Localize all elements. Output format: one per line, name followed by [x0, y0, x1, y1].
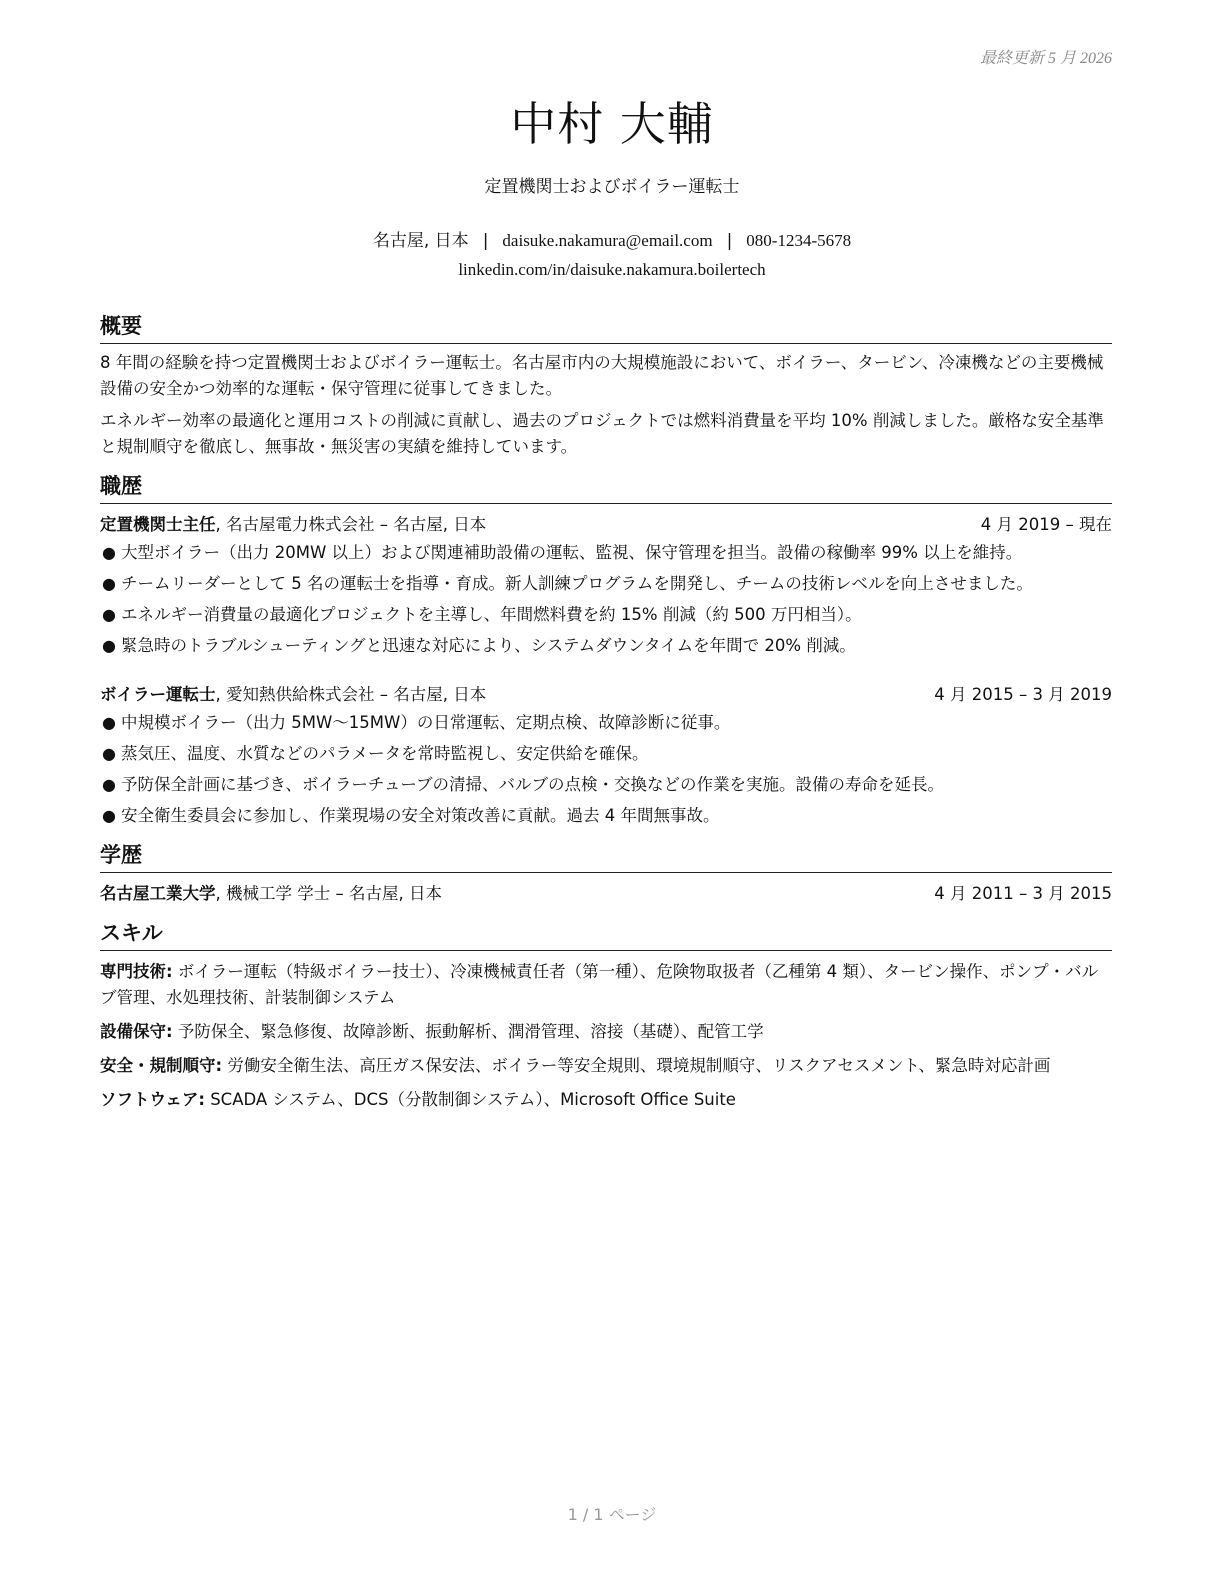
skills-section	[100, 917, 1112, 1113]
linkedin-link[interactable]: linkedin.com/in/daisuke.nakamura.boilertech	[458, 260, 766, 279]
separator: |	[726, 231, 733, 251]
job-entry	[100, 512, 1112, 659]
job-dates: 4 月 2015 – 3 月 2019	[934, 685, 1112, 704]
list-item: ● 安全衛生委員会に参加し、作業現場の安全対策改善に貢献。過去 4 年間無事故。	[100, 803, 1112, 829]
summary-section	[100, 310, 1112, 460]
skill-text: ボイラー運転（特級ボイラー技士）、冷凍機械責任者（第一種）、危険物取扱者（乙種第 4 類）、タービン操作、ポンプ・バルブ管理、水処理技術、計装制御システム	[100, 962, 1099, 1007]
job-role: 定置機関士主任	[100, 515, 216, 534]
bullet-icon: ●	[102, 605, 116, 624]
location: 名古屋, 日本	[372, 231, 469, 251]
bullet-icon: ●	[102, 744, 116, 763]
job-role: ボイラー運転士	[100, 685, 216, 704]
phone: 080-1234-5678	[746, 231, 852, 250]
school-name: 名古屋工業大学	[100, 884, 216, 903]
degree-detail: , 機械工学 学士 – 名古屋, 日本	[215, 884, 442, 903]
job-org: , 愛知熱供給株式会社 – 名古屋, 日本	[215, 685, 487, 704]
summary-paragraph: 8 年間の経験を持つ定置機関士およびボイラー運転士。名古屋市内の大規模施設において、ボイラー、タービン、冷凍機などの主要機械設備の安全かつ効率的な運転・保守管理に従事してきました。	[100, 353, 1104, 398]
skill-label: 専門技術:	[100, 962, 173, 981]
bullet-icon: ●	[102, 775, 116, 794]
skill-row	[100, 1019, 1112, 1045]
summary-paragraph: エネルギー効率の最適化と運用コストの削減に貢献し、過去のプロジェクトでは燃料消費量を平均 10% 削減しました。厳格な安全基準と規制順守を徹底し、無事故・無災害の実績を維持しています。	[100, 411, 1104, 456]
skill-label: ソフトウェア:	[100, 1090, 205, 1109]
skill-label: 安全・規制順守:	[100, 1056, 223, 1075]
section-title-skills: スキル	[100, 917, 1112, 951]
list-item: ● 予防保全計画に基づき、ボイラーチューブの清掃、バルブの点検・交換などの作業を実施。設備の寿命を延長。	[100, 772, 1112, 798]
bullet-icon: ●	[102, 806, 116, 825]
section-title-experience: 職歴	[100, 470, 1112, 504]
page-number: 1 / 1 ページ	[567, 1505, 657, 1524]
contact-line	[0, 226, 1224, 251]
headline: 定置機関士およびボイラー運転士	[484, 177, 740, 197]
list-item: ● 中規模ボイラー（出力 5MW〜15MW）の日常運転、定期点検、故障診断に従事。	[100, 710, 1112, 736]
list-item: ● チームリーダーとして 5 名の運転士を指導・育成。新人訓練プログラムを開発し、チームの技術レベルを向上させました。	[100, 571, 1112, 597]
bullet-icon: ●	[102, 574, 116, 593]
education-dates: 4 月 2011 – 3 月 2015	[934, 884, 1112, 903]
skill-row	[100, 1087, 1112, 1113]
job-dates: 4 月 2019 – 現在	[980, 515, 1112, 534]
section-title-education: 学歴	[100, 839, 1112, 873]
resume-body	[100, 310, 1112, 1123]
section-title-summary: 概要	[100, 310, 1112, 344]
skill-text: SCADA システム、DCS（分散制御システム）、Microsoft Office Suite	[204, 1090, 736, 1109]
experience-section	[100, 470, 1112, 829]
job-org: , 名古屋電力株式会社 – 名古屋, 日本	[215, 515, 487, 534]
education-section	[100, 839, 1112, 907]
email-link[interactable]: daisuke.nakamura@email.com	[502, 231, 713, 250]
bullet-icon: ●	[102, 713, 116, 732]
skill-row	[100, 959, 1112, 1011]
list-item: ● エネルギー消費量の最適化プロジェクトを主導し、年間燃料費を約 15% 削減（約 500 万円相当）。	[100, 602, 1112, 628]
skill-text: 労働安全衛生法、高圧ガス保安法、ボイラー等安全規則、環境規制順守、リスクアセスメント、緊急時対応計画	[222, 1056, 1051, 1075]
education-entry	[100, 881, 1112, 907]
person-name: 中村 大輔	[510, 97, 714, 151]
list-item: ● 緊急時のトラブルシューティングと迅速な対応により、システムダウンタイムを年間で 20% 削減。	[100, 633, 1112, 659]
list-item: ● 蒸気圧、温度、水質などのパラメータを常時監視し、安定供給を確保。	[100, 741, 1112, 767]
list-item: ● 大型ボイラー（出力 20MW 以上）および関連補助設備の運転、監視、保守管理を担当。設備の稼働率 99% 以上を維持。	[100, 540, 1112, 566]
skill-row	[100, 1053, 1112, 1079]
last-updated: 最終更新 5 月 2026	[979, 50, 1112, 67]
job-entry	[100, 682, 1112, 829]
bullet-icon: ●	[102, 636, 116, 655]
separator: |	[482, 231, 489, 251]
bullet-icon: ●	[102, 543, 116, 562]
skill-label: 設備保守:	[100, 1022, 173, 1041]
skill-text: 予防保全、緊急修復、故障診断、振動解析、潤滑管理、溶接（基礎）、配管工学	[172, 1022, 764, 1041]
